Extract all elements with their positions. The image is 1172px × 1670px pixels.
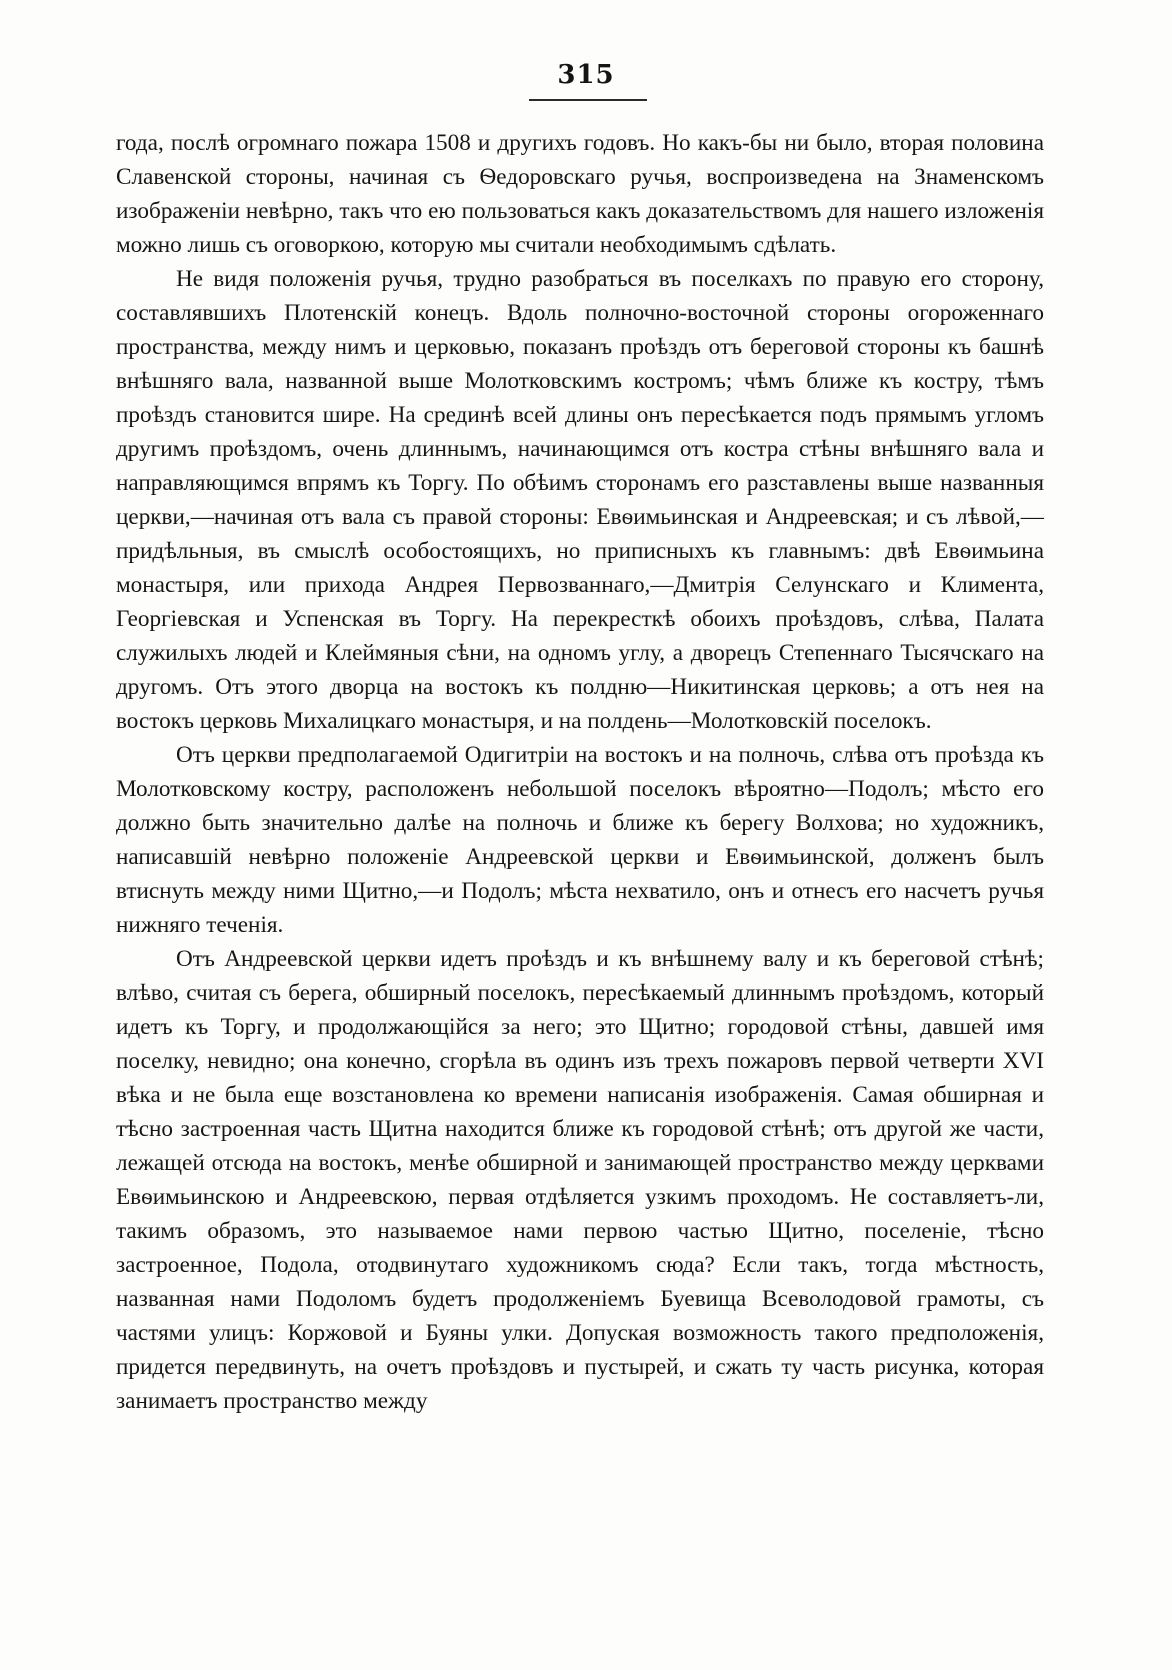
page-number: 315 xyxy=(557,60,615,90)
paragraph: Не видя положенія ручья, трудно разобраться въ поселкахъ по правую его сторону, составлявшихъ Плотенскій конецъ. Вдоль полночно-восточной стороны огороженнаго пространства, между нимъ и церковью, показанъ проѣздъ отъ береговой стороны къ башнѣ внѣшняго вала, названной выше Молотковскимъ костромъ; чѣмъ ближе къ костру, тѣмъ проѣздъ становится шире. На срединѣ всей длины онъ пересѣкается подъ прямымъ угломъ другимъ проѣздомъ, очень длиннымъ, начинающимся отъ костра стѣны внѣшняго вала и направляющимся впрямъ къ Торгу. По обѣимъ сторонамъ его разставлены выше названныя церкви,—начиная отъ вала съ правой стороны: Евѳимьинская и Андреевская; и съ лѣвой,—придѣльныя, въ смыслѣ особостоящихъ, но приписныхъ къ главнымъ: двѣ Евѳимьина монастыря, или прихода Андрея Первозваннаго,—Дмитрія Селунскаго и Климента, Георгіевская и Успенская въ Торгу. На перекресткѣ обоихъ проѣздовъ, слѣва, Палата служилыхъ людей и Клеймяныя сѣни, на одномъ углу, а дворецъ Степеннаго Тысячскаго на другомъ. Отъ этого дворца на востокъ къ полдню—Никитинская церковь; а отъ нея на востокъ церковь Михалицкаго монастыря, и на полдень—Молотковскій поселокъ. xyxy=(116,266,1044,734)
page-header xyxy=(0,60,1172,90)
header-rule xyxy=(529,99,647,101)
paragraph-continued: года, послѣ огромнаго пожара 1508 и другихъ годовъ. Но какъ-бы ни было, вторая половина Славенской стороны, начиная съ Ѳедоровскаго ручья, воспроизведена на Знаменскомъ изображеніи невѣрно, такъ что ею пользоваться какъ доказательствомъ для нашего изложенія можно лишь съ оговоркою, которую мы считали необходимымъ сдѣлать. xyxy=(116,130,1044,258)
body-text xyxy=(116,126,1044,1418)
paragraph: Отъ церкви предполагаемой Одигитріи на востокъ и на полночь, слѣва отъ проѣзда къ Молотковскому костру, расположенъ небольшой поселокъ вѣроятно—Подолъ; мѣсто его должно быть значительно далѣе на полночь и ближе къ берегу Волхова; но художникъ, написавшій невѣрно положеніе Андреевской церкви и Евѳимьинской, долженъ былъ втиснуть между ними Щитно,—и Подолъ; мѣста нехватило, онъ и отнесъ его насчетъ ручья нижняго теченія. xyxy=(116,742,1044,938)
paragraph: Отъ Андреевской церкви идетъ проѣздъ и къ внѣшнему валу и къ береговой стѣнѣ; влѣво, считая съ берега, обширный поселокъ, пересѣкаемый длиннымъ проѣздомъ, который идетъ къ Торгу, и продолжающійся за него; это Щитно; городовой стѣны, давшей имя поселку, невидно; она конечно, сгорѣла въ одинъ изъ трехъ пожаровъ первой четверти XVI вѣка и не была еще возстановлена ко времени написанія изображенія. Самая обширная и тѣсно застроенная часть Щитна находится ближе къ городовой стѣнѣ; отъ другой же части, лежащей отсюда на востокъ, менѣе обширной и занимающей пространство между церквами Евѳимьинскою и Андреевскою, первая отдѣляется узкимъ проходомъ. Не составляетъ-ли, такимъ образомъ, это называемое нами первою частью Щитно, поселеніе, тѣсно застроенное, Подола, отодвинутаго художникомъ сюда? Если такъ, тогда мѣстность, названная нами Подоломъ будетъ продолженіемъ Буевища Всеволодовой грамоты, съ частями улицъ: Коржовой и Буяны улки. Допуская возможность такого предположенія, придется передвинуть, на очетъ проѣздовъ и пустырей, и сжать ту часть рисунка, которая занимаетъ пространство между xyxy=(116,946,1044,1414)
